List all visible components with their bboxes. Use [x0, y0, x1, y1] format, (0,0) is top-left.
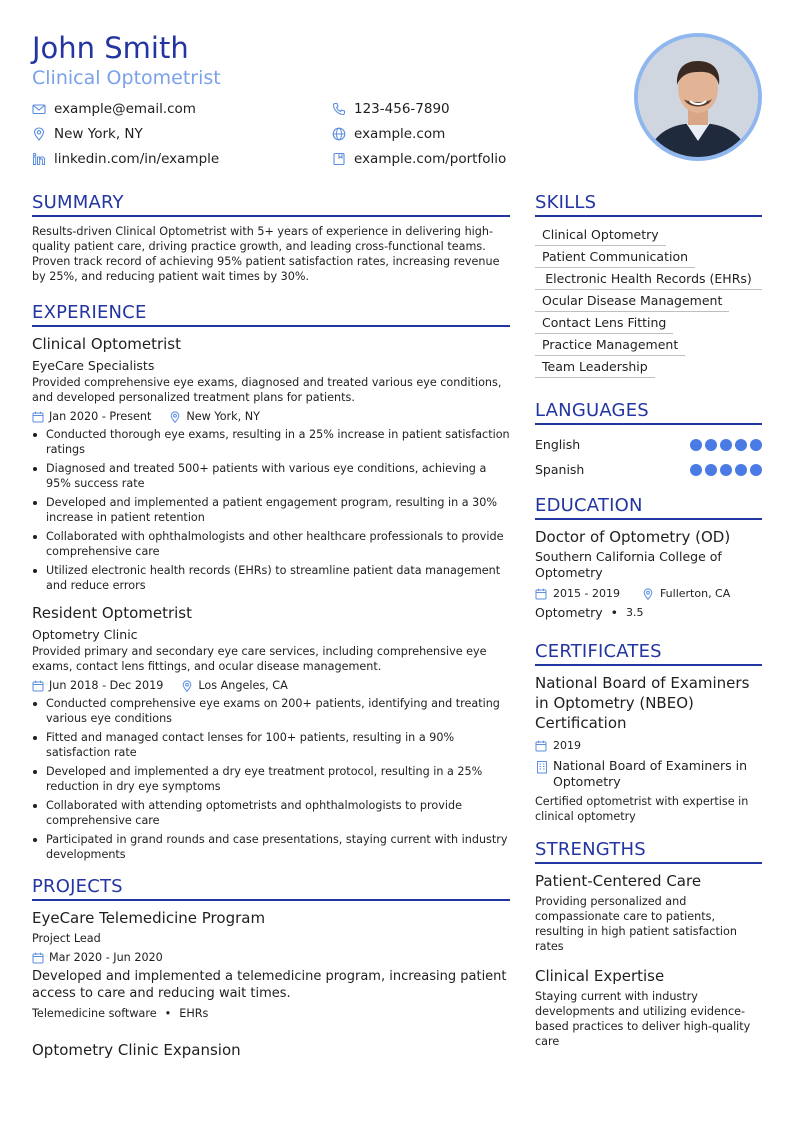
skills-section	[535, 192, 762, 378]
job-description: Provided primary and secondary eye care services, including comprehensive eye exams, contact lens fittings, and ocular disease management.	[32, 645, 487, 673]
proficiency-dot	[750, 464, 762, 476]
certificates-heading: CERTIFICATES	[535, 641, 762, 666]
proficiency-dot	[690, 439, 702, 451]
skill-tag: Clinical Optometry	[535, 224, 666, 246]
job-bullet: Collaborated with attending optometrists and ophthalmologists to provide comprehensive care	[32, 798, 510, 828]
strength-description: Staying current with industry developments and utilizing evidence-based practices to deliver high-quality care	[535, 990, 751, 1048]
strengths-section	[535, 839, 762, 1049]
calendar-icon	[535, 740, 547, 752]
candidate-name: John Smith	[32, 31, 189, 65]
certificate-meta	[535, 739, 762, 753]
project-role: Project Lead	[32, 932, 101, 945]
strengths-heading: STRENGTHS	[535, 839, 762, 864]
proficiency-dot	[705, 439, 717, 451]
proficiency-dot	[735, 439, 747, 451]
skill-tag: Patient Communication	[535, 246, 695, 268]
job-bullet: Utilized electronic health records (EHRs) to streamline patient data management and reduce errors	[32, 563, 510, 593]
languages-section	[535, 400, 762, 482]
education-school: Southern California College of Optometry	[535, 549, 722, 580]
contact-portfolio-text: example.com/portfolio	[354, 151, 507, 167]
language-item	[535, 457, 762, 482]
experience-section	[32, 302, 510, 862]
education-heading: EDUCATION	[535, 495, 762, 520]
job-title: Resident Optometrist	[32, 604, 193, 622]
education-field: Optometry	[535, 605, 603, 620]
job-meta	[32, 409, 510, 424]
job-bullet: Fitted and managed contact lenses for 100+ patients, resulting in a 90% satisfaction rate	[32, 730, 510, 760]
contact-email[interactable]	[32, 100, 332, 118]
calendar-icon	[535, 588, 547, 600]
project-tag: Telemedicine software	[32, 1007, 157, 1020]
proficiency-dot	[720, 439, 732, 451]
job-dates: Jan 2020 - Present	[49, 410, 152, 423]
job-company: EyeCare Specialists	[32, 358, 155, 373]
calendar-icon	[32, 680, 44, 692]
project-item	[32, 908, 510, 1021]
job-bullet: Participated in grand rounds and case presentations, staying current with industry developments	[32, 832, 510, 862]
location-pin-icon	[169, 411, 181, 423]
job-bullet: Collaborated with ophthalmologists and other healthcare professionals to provide comprehensive care	[32, 529, 510, 559]
project-title: EyeCare Telemedicine Program	[32, 909, 266, 927]
proficiency-dot	[705, 464, 717, 476]
certificate-year: 2019	[553, 739, 581, 752]
phone-icon	[332, 102, 346, 116]
portfolio-icon	[332, 152, 346, 166]
languages-heading: LANGUAGES	[535, 400, 762, 425]
proficiency-dot	[720, 464, 732, 476]
summary-heading: SUMMARY	[32, 192, 510, 217]
contact-location	[32, 125, 332, 143]
contact-website-text: example.com	[354, 126, 446, 142]
linkedin-icon	[32, 152, 46, 166]
candidate-role: Clinical Optometrist	[32, 67, 221, 89]
contact-location-text: New York, NY	[54, 126, 143, 142]
left-column	[32, 192, 510, 1060]
calendar-icon	[32, 411, 44, 423]
proficiency-dot	[750, 439, 762, 451]
job-bullet: Developed and implemented a patient engagement program, resulting in a 30% increase in patient retention	[32, 495, 510, 525]
project-dates: Mar 2020 - Jun 2020	[49, 951, 163, 964]
job-title: Clinical Optometrist	[32, 335, 181, 353]
job-location: New York, NY	[186, 410, 260, 423]
strength-title: Patient-Centered Care	[535, 872, 702, 890]
job-location: Los Angeles, CA	[198, 679, 288, 692]
certificate-issuer: National Board of Examiners in Optometry	[553, 758, 748, 789]
education-section	[535, 495, 762, 621]
proficiency-dot	[735, 464, 747, 476]
location-pin-icon	[181, 680, 193, 692]
experience-item	[32, 603, 510, 862]
skill-tag: Electronic Health Records (EHRs)	[535, 268, 762, 290]
strength-description: Providing personalized and compassionate care to patients, resulting in high patient satisfaction rates	[535, 895, 737, 953]
tag-separator: •	[164, 1007, 172, 1020]
job-bullet: Diagnosed and treated 500+ patients with various eye conditions, achieving a 95% success rate	[32, 461, 510, 491]
project-item	[32, 1040, 510, 1060]
certificates-section	[535, 641, 762, 824]
contact-linkedin[interactable]	[32, 150, 332, 168]
right-column	[535, 192, 762, 1061]
skill-tag: Team Leadership	[535, 356, 655, 378]
email-icon	[32, 102, 46, 116]
skill-tag: Ocular Disease Management	[535, 290, 729, 312]
job-bullet: Conducted thorough eye exams, resulting in a 25% increase in patient satisfaction ratings	[32, 427, 510, 457]
job-description: Provided comprehensive eye exams, diagnosed and treated various eye conditions, and developed personalized treatment plans for patients.	[32, 376, 502, 404]
skill-tag: Practice Management	[535, 334, 685, 356]
project-title: Optometry Clinic Expansion	[32, 1041, 241, 1059]
contact-website[interactable]	[332, 125, 512, 143]
certificate-name: National Board of Examiners in Optometry (NBEO) Certification	[535, 674, 750, 732]
certificate-issuer-row	[535, 758, 762, 790]
language-name: English	[535, 437, 581, 452]
project-meta	[32, 950, 510, 965]
project-tag: EHRs	[179, 1007, 209, 1020]
institution-icon	[535, 760, 549, 774]
contact-list	[32, 100, 512, 168]
project-tags	[32, 1006, 510, 1021]
proficiency-dot	[690, 464, 702, 476]
project-description: Developed and implemented a telemedicine program, increasing patient access to care and reducing wait times.	[32, 969, 507, 1001]
education-dates: 2015 - 2019	[553, 587, 620, 600]
contact-email-text: example@email.com	[54, 101, 196, 117]
education-gpa: 3.5	[626, 606, 644, 619]
education-meta	[535, 587, 762, 601]
skills-heading: SKILLS	[535, 192, 762, 217]
proficiency-dots	[690, 464, 762, 476]
job-meta	[32, 678, 510, 693]
contact-portfolio[interactable]	[332, 150, 512, 168]
projects-section	[32, 876, 510, 1060]
calendar-icon	[32, 952, 44, 964]
education-field-row	[535, 605, 762, 621]
field-separator: •	[610, 605, 619, 620]
job-dates: Jun 2018 - Dec 2019	[49, 679, 164, 692]
projects-heading: PROJECTS	[32, 876, 510, 901]
education-location: Fullerton, CA	[659, 587, 731, 600]
job-bullets	[32, 696, 510, 862]
location-pin-icon	[32, 127, 46, 141]
location-pin-icon	[642, 588, 654, 600]
experience-item	[32, 334, 510, 593]
certificate-description: Certified optometrist with expertise in clinical optometry	[535, 795, 749, 823]
globe-icon	[332, 127, 346, 141]
strength-title: Clinical Expertise	[535, 967, 665, 985]
summary-section	[32, 192, 510, 284]
proficiency-dots	[690, 439, 762, 451]
summary-text: Results-driven Clinical Optometrist with 5+ years of experience in delivering high-quality patient care, driving practice growth, and leading cross-functional teams. Proven track record of achieving 95% patient satisfaction rates, increasing revenue by 25%, and reducing patient wait times by 30%.	[32, 225, 500, 283]
contact-phone[interactable]	[332, 100, 512, 118]
contact-phone-text: 123-456-7890	[354, 101, 450, 117]
job-bullets	[32, 427, 510, 593]
job-bullet: Conducted comprehensive eye exams on 200+ patients, identifying and treating various eye conditions	[32, 696, 510, 726]
skill-tag: Contact Lens Fitting	[535, 312, 673, 334]
job-bullet: Developed and implemented a dry eye treatment protocol, resulting in a 25% reduction in dry eye symptoms	[32, 764, 510, 794]
resume-header	[32, 30, 762, 180]
language-name: Spanish	[535, 462, 585, 477]
language-item	[535, 432, 762, 457]
contact-linkedin-text: linkedin.com/in/example	[54, 151, 220, 167]
education-degree: Doctor of Optometry (OD)	[535, 528, 731, 546]
profile-photo	[634, 33, 762, 161]
job-company: Optometry Clinic	[32, 627, 138, 642]
experience-heading: EXPERIENCE	[32, 302, 510, 327]
